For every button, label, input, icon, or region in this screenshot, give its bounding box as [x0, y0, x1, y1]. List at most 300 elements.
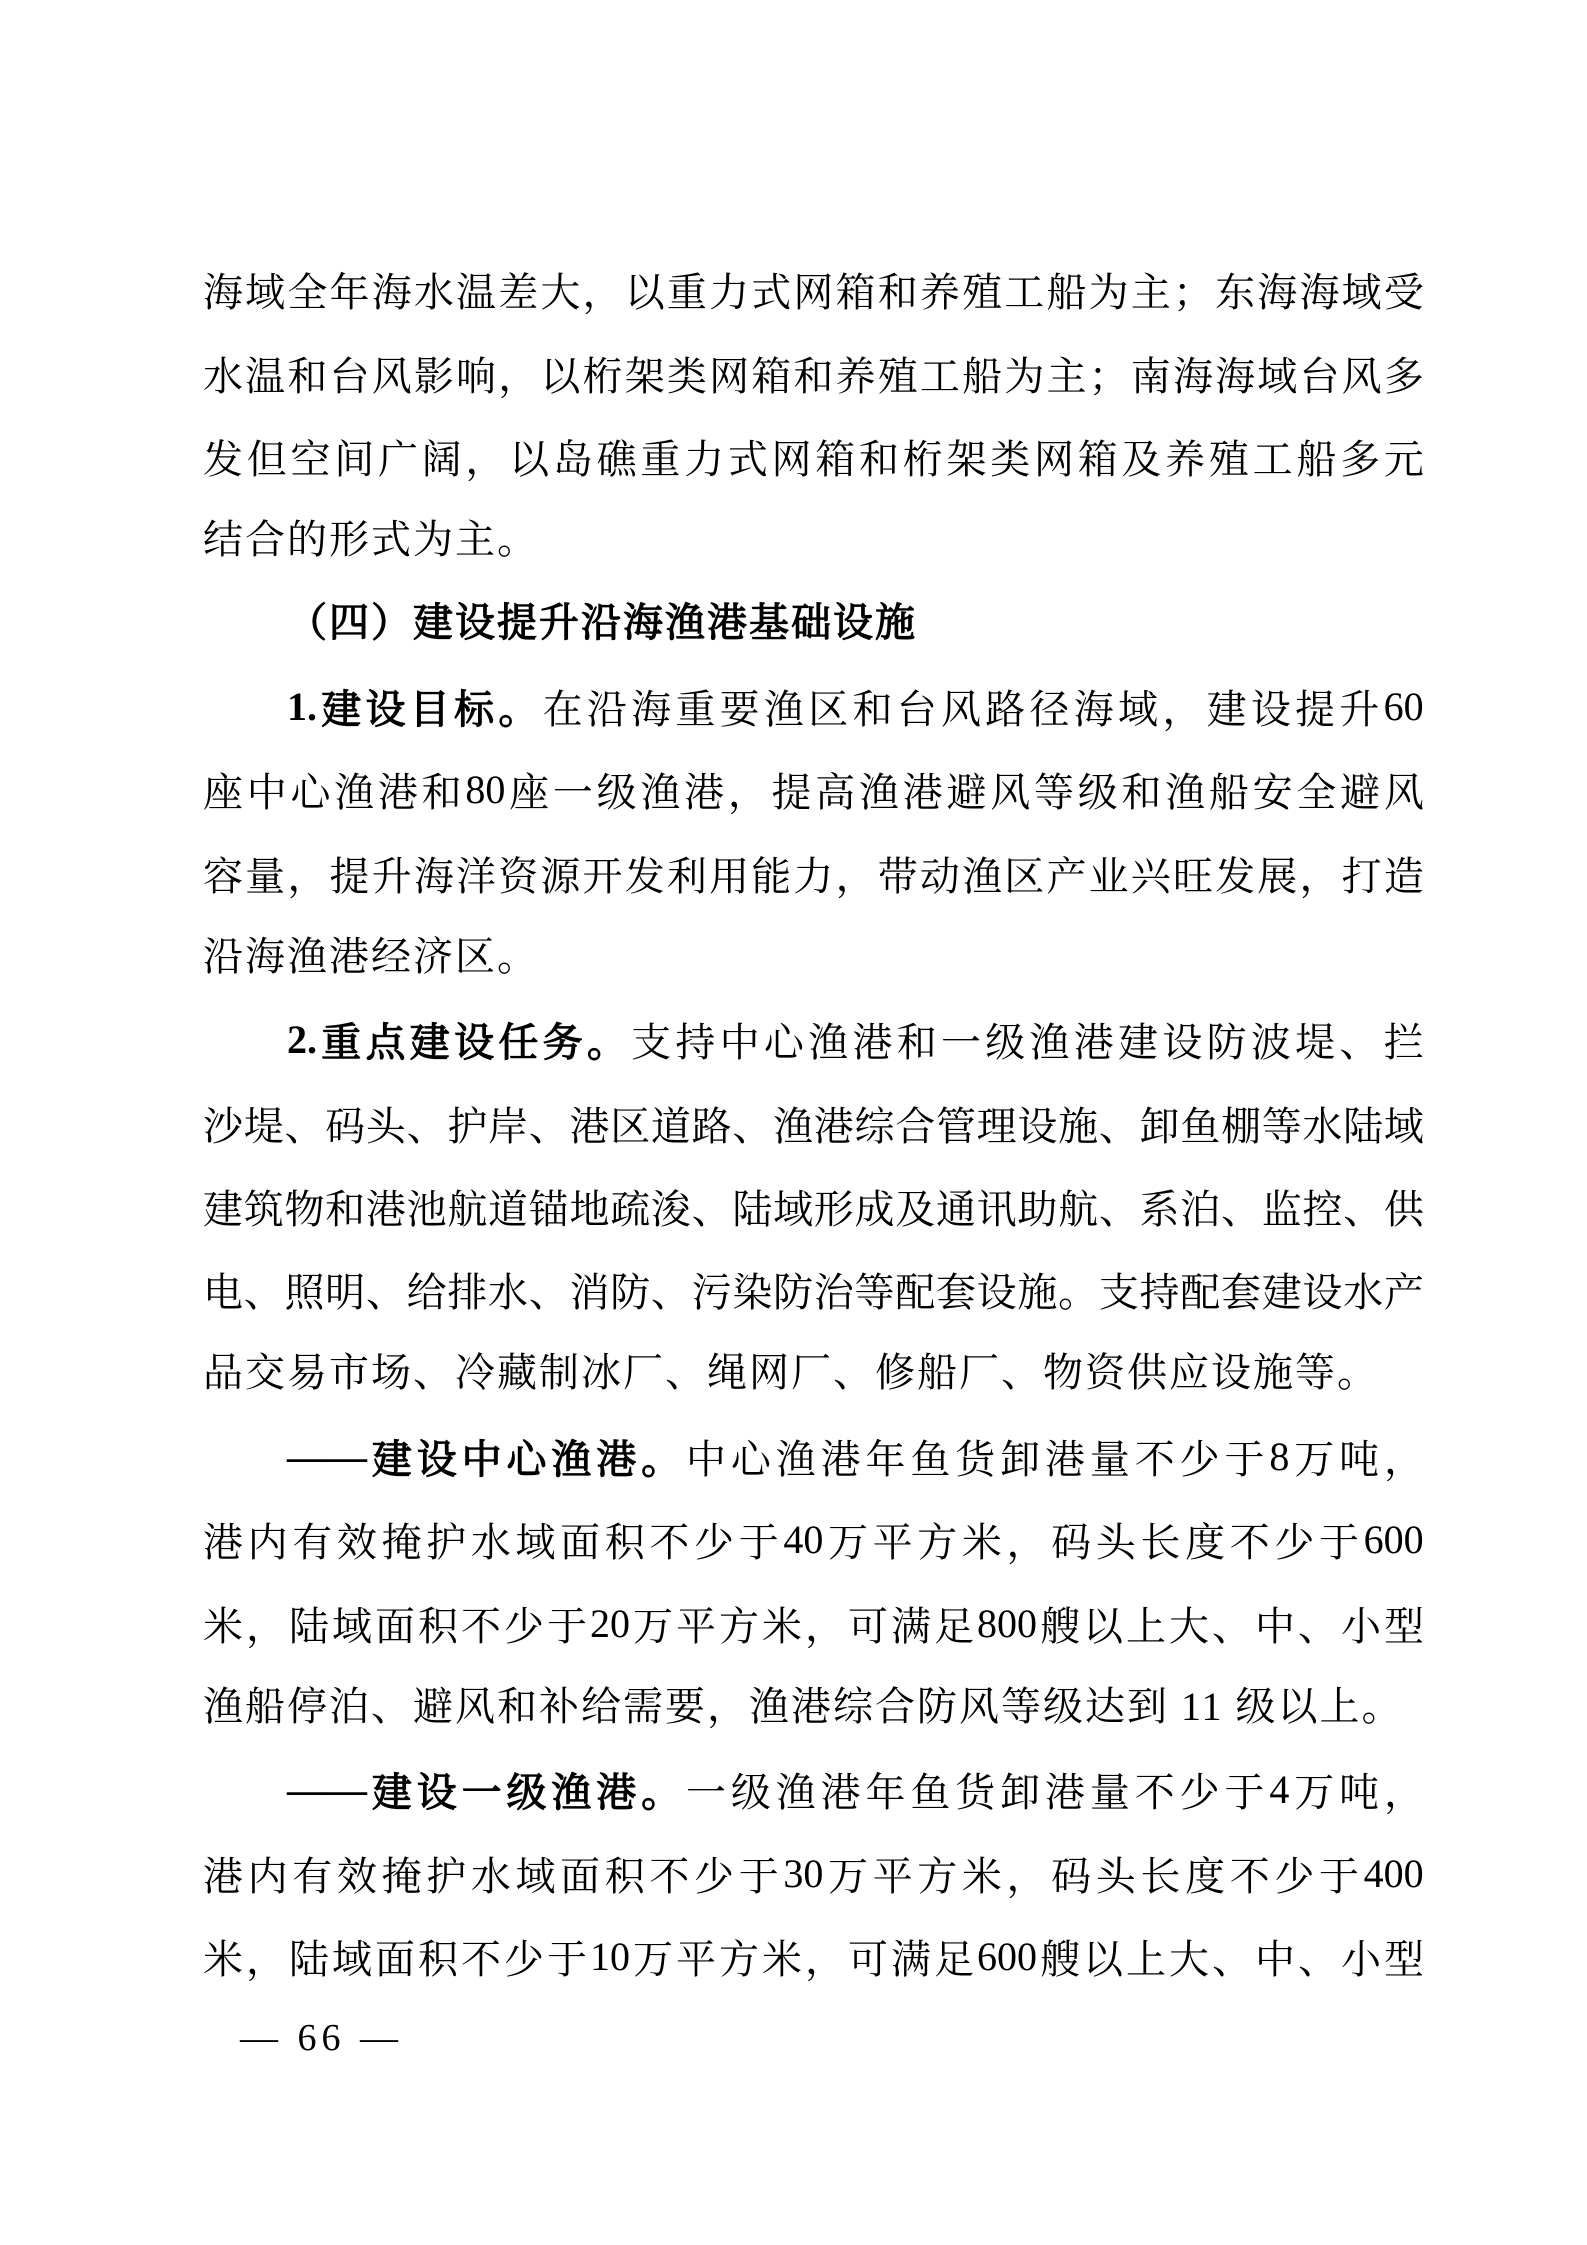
text-token: 业	[1088, 853, 1129, 899]
text-token: 阔	[421, 436, 462, 482]
text-token: ，	[287, 853, 328, 899]
text-token: 广	[377, 436, 418, 482]
text-line	[203, 581, 1424, 664]
text-token: 域	[515, 1853, 556, 1899]
text-token: 道	[488, 1186, 529, 1232]
text-line	[203, 1248, 1424, 1331]
text-token: ，	[805, 1603, 845, 1649]
text-token: 桁	[582, 353, 623, 399]
text-line	[203, 498, 1424, 581]
text-token: 锚	[528, 1186, 569, 1232]
text-token: 套	[935, 1270, 976, 1316]
text-token: 水	[1302, 1103, 1343, 1149]
text-line	[203, 665, 1424, 748]
text-token: 污	[691, 1270, 732, 1316]
text-token: 消	[569, 1270, 610, 1316]
text-token: 大	[540, 270, 581, 316]
text-token: 波	[1250, 1020, 1291, 1066]
text-token: 给	[406, 1270, 447, 1316]
text-token: 建	[321, 686, 362, 732]
text-token: 建	[1206, 686, 1247, 732]
text-token: 箱	[815, 436, 856, 482]
text-token: 成	[854, 1186, 895, 1232]
text-token: 网	[793, 270, 834, 316]
text-token: 以	[1083, 1937, 1123, 1983]
text-token: 展	[1257, 853, 1298, 899]
text-token: 上	[1126, 1937, 1166, 1983]
text-token: 建	[409, 1020, 450, 1066]
text-token: 沿	[586, 686, 627, 732]
text-token: 渔	[808, 1020, 849, 1066]
text-token: 船	[962, 353, 1003, 399]
text-token: 一	[461, 1770, 502, 1816]
text-token: 量	[1089, 1436, 1130, 1482]
text-segment: 沿海渔港经济区。	[203, 933, 539, 979]
text-token: 一	[552, 770, 593, 816]
text-token: 米	[961, 1520, 1002, 1566]
text-token: 1.	[287, 683, 317, 729]
text-token: 少	[1179, 1436, 1220, 1482]
text-token: 方	[719, 1603, 759, 1649]
text-token: 于	[1224, 1436, 1265, 1482]
text-token: 养	[835, 353, 876, 399]
text-token: 货	[955, 1770, 996, 1816]
text-token: 桁	[902, 436, 943, 482]
text-token: 平	[872, 1853, 913, 1899]
text-token: 港	[569, 1103, 610, 1149]
text-token: 标	[454, 686, 495, 732]
text-token: 、	[1343, 1186, 1384, 1232]
text-token: 30	[783, 1850, 824, 1896]
text-token: 上	[1126, 1603, 1166, 1649]
text-token: 满	[891, 1937, 931, 1983]
text-token: 多	[1383, 353, 1424, 399]
text-token: 排	[447, 1270, 488, 1316]
text-token: 渔	[551, 1436, 592, 1482]
text-token: 渔	[775, 1770, 816, 1816]
text-token: 及	[1121, 436, 1162, 482]
text-token: 路	[691, 1103, 732, 1149]
text-token: 足	[934, 1603, 974, 1649]
text-token: 产	[1383, 1270, 1424, 1316]
text-token: 米	[203, 1937, 243, 1983]
text-token: 海	[631, 686, 672, 732]
text-token: 不	[1134, 1436, 1175, 1482]
text-token: 避	[946, 770, 987, 816]
text-token: ；	[1172, 270, 1213, 316]
text-token: 港	[596, 1436, 637, 1482]
text-token: 万	[1294, 1436, 1335, 1482]
text-token: 于	[738, 1520, 779, 1566]
text-token: 水	[203, 353, 243, 399]
text-line	[203, 915, 1424, 998]
text-token: 港	[820, 1770, 861, 1816]
text-token: 少	[1274, 1520, 1315, 1566]
text-token: 和	[852, 686, 893, 732]
text-token: 沙	[203, 1103, 243, 1149]
text-token: 建	[1118, 1020, 1159, 1066]
text-token: 港	[365, 1186, 406, 1232]
text-token: 少	[1274, 1853, 1315, 1899]
text-token: 港	[902, 770, 943, 816]
text-token: 、	[1298, 1603, 1338, 1649]
text-token: 殖	[1208, 436, 1249, 482]
text-token: ，	[1162, 686, 1203, 732]
text-token: 于	[1319, 1853, 1360, 1899]
text-token: 施	[1017, 1270, 1058, 1316]
text-token: 海	[371, 270, 412, 316]
text-token: 面	[375, 1603, 415, 1649]
text-token: 等	[1033, 770, 1074, 816]
text-token: 10	[590, 1934, 630, 1980]
text-token: 积	[604, 1520, 645, 1566]
text-token: 、	[1339, 1020, 1380, 1066]
text-token: 港	[1045, 1770, 1085, 1816]
text-token: 头	[1095, 1520, 1136, 1566]
text-token: 水	[470, 1520, 511, 1566]
text-token: 渔	[763, 686, 804, 732]
text-token: 级	[985, 1020, 1026, 1066]
text-token: 设	[1302, 1270, 1343, 1316]
text-token: 。	[641, 1770, 682, 1816]
text-token: 80	[465, 767, 506, 813]
text-token: 万	[633, 1937, 673, 1983]
text-token: 级	[596, 770, 637, 816]
text-token: 、	[1220, 1186, 1261, 1232]
text-token: 设	[1250, 686, 1291, 732]
text-token: 持	[1139, 1270, 1180, 1316]
text-token: 于	[1224, 1770, 1265, 1816]
text-token: 万	[1294, 1770, 1335, 1816]
text-token: 内	[247, 1520, 288, 1566]
text-token: 在	[542, 686, 583, 732]
text-token: 。	[498, 686, 539, 732]
text-token: 箱	[751, 353, 792, 399]
text-segment: 渔船停泊、避风和补给需要，渔港综合防风等级达到 11 级以上。	[203, 1683, 1404, 1729]
text-token: 、	[1212, 1937, 1252, 1983]
text-token: 类	[990, 436, 1031, 482]
text-token: 全	[287, 270, 328, 316]
text-token: 网	[709, 353, 750, 399]
text-token: 护	[426, 1520, 467, 1566]
text-token: 、	[406, 1103, 447, 1149]
text-token: 港	[684, 770, 725, 816]
text-token: ，	[465, 436, 506, 482]
text-token: 以	[509, 436, 550, 482]
text-line	[203, 1665, 1424, 1748]
text-token: 度	[1185, 1520, 1226, 1566]
text-token: 道	[650, 1103, 691, 1149]
text-token: 筑	[243, 1186, 284, 1232]
text-token: 积	[418, 1603, 458, 1649]
text-token: ——	[287, 1767, 367, 1813]
text-token: 配	[895, 1270, 936, 1316]
text-token: 水	[1343, 1270, 1384, 1316]
text-token: 港	[1045, 1436, 1085, 1482]
text-token: 心	[290, 770, 331, 816]
text-token: ，	[1299, 853, 1340, 899]
text-token: 心	[730, 1436, 771, 1482]
text-token: 中	[461, 1436, 502, 1482]
text-token: 建	[1261, 1270, 1302, 1316]
page-number: — 66 —	[240, 2017, 403, 2059]
text-token: 照	[284, 1270, 325, 1316]
text-token: ——	[287, 1433, 367, 1479]
text-token: 通	[935, 1186, 976, 1232]
text-token: 。	[586, 1020, 627, 1066]
text-token: 吨	[1339, 1436, 1380, 1482]
text-token: 、	[1098, 1186, 1139, 1232]
text-token: ，	[498, 353, 539, 399]
text-token: 心	[763, 1020, 804, 1066]
text-token: 影	[413, 353, 454, 399]
text-token: 渔	[775, 1436, 816, 1482]
text-token: 不	[1229, 1520, 1270, 1566]
text-token: 主	[1046, 353, 1087, 399]
text-token: 20	[590, 1600, 630, 1646]
text-token: 东	[1215, 270, 1256, 316]
text-token: 海	[203, 270, 243, 316]
text-token: 升	[1339, 686, 1380, 732]
text-line	[203, 1415, 1424, 1498]
text-token: 以	[624, 270, 665, 316]
text-token: 可	[848, 1603, 888, 1649]
text-token: 大	[1169, 1603, 1209, 1649]
text-token: 护	[447, 1103, 488, 1149]
text-token: 地	[569, 1186, 610, 1232]
text-token: 方	[917, 1520, 958, 1566]
text-token: 主	[1130, 270, 1171, 316]
text-token: ，	[246, 1937, 286, 1983]
text-token: 设	[416, 1436, 457, 1482]
text-token: 重	[640, 436, 681, 482]
text-token: 区	[808, 686, 849, 732]
text-token: 和	[859, 436, 900, 482]
text-token: 发	[1215, 853, 1256, 899]
text-token: 建	[371, 1770, 412, 1816]
text-token: 。	[641, 1436, 682, 1482]
text-token: 发	[624, 853, 665, 899]
text-line	[203, 748, 1424, 831]
text-token: 养	[1165, 436, 1206, 482]
text-token: 陆	[1343, 1103, 1384, 1149]
text-token: 量	[245, 853, 286, 899]
text-token: 开	[582, 853, 623, 899]
text-token: 疏	[610, 1186, 651, 1232]
text-token: 为	[1088, 270, 1129, 316]
text-token: 8	[1269, 1433, 1290, 1479]
text-token: 卸	[1000, 1770, 1041, 1816]
text-token: 区	[610, 1103, 651, 1149]
text-token: 陆	[289, 1603, 329, 1649]
text-token: ，	[1006, 1853, 1047, 1899]
text-token: 设	[416, 1770, 457, 1816]
text-token: 和	[325, 1186, 366, 1232]
text-token: 设	[1162, 1020, 1203, 1066]
text-token: 平	[676, 1603, 716, 1649]
text-token: 陆	[732, 1186, 773, 1232]
text-token: 综	[854, 1103, 895, 1149]
text-token: 箱	[1077, 436, 1118, 482]
text-token: 不	[1134, 1770, 1175, 1816]
text-token: 、	[528, 1103, 569, 1149]
text-token: 式	[727, 436, 768, 482]
text-token: 容	[203, 853, 243, 899]
text-line	[203, 1331, 1424, 1414]
text-token: 海	[1172, 353, 1213, 399]
text-token: 港	[1073, 1020, 1114, 1066]
text-token: 台	[329, 353, 370, 399]
text-token: 礁	[596, 436, 637, 482]
text-token: 足	[934, 1937, 974, 1983]
text-token: 渔	[551, 1770, 592, 1816]
text-token: 殖	[962, 270, 1003, 316]
text-token: 洋	[456, 853, 497, 899]
text-token: 掩	[381, 1520, 422, 1566]
text-token: 旺	[1172, 853, 1213, 899]
text-token: 重	[666, 270, 707, 316]
text-token: 渔	[640, 770, 681, 816]
text-token: 支	[631, 1020, 672, 1066]
text-token: 受	[1383, 270, 1424, 316]
text-token: 码	[325, 1103, 366, 1149]
text-token: 安	[1252, 770, 1293, 816]
text-token: 以	[540, 353, 581, 399]
text-token: 资	[498, 853, 539, 899]
text-token: 不	[649, 1853, 690, 1899]
text-token: 域	[332, 1937, 372, 1983]
text-token: 万	[827, 1520, 868, 1566]
text-token: 避	[1340, 770, 1381, 816]
text-token: 域	[1118, 686, 1159, 732]
text-token: 供	[1383, 1186, 1424, 1232]
text-token: 港	[820, 1436, 861, 1482]
text-token: 等	[854, 1270, 895, 1316]
text-token: 年	[865, 1436, 906, 1482]
text-token: 40	[783, 1517, 824, 1563]
text-token: 少	[504, 1937, 544, 1983]
text-line	[203, 1915, 1424, 1998]
text-token: 和	[896, 1020, 937, 1066]
text-token: 套	[1220, 1270, 1261, 1316]
text-token: 航	[447, 1186, 488, 1232]
text-token: 要	[719, 686, 760, 732]
text-line	[203, 1498, 1424, 1581]
text-token: 带	[877, 853, 918, 899]
text-token: 效	[336, 1853, 377, 1899]
text-token: 一	[686, 1770, 726, 1816]
text-token: 网	[771, 436, 812, 482]
text-token: ，	[727, 770, 768, 816]
text-token: 路	[985, 686, 1026, 732]
text-token: 级	[506, 1770, 547, 1816]
text-token: 400	[1363, 1850, 1424, 1896]
text-token: 水	[413, 270, 454, 316]
text-token: 域	[1257, 353, 1298, 399]
text-token: 吨	[1339, 1770, 1380, 1816]
text-token: 工	[1252, 436, 1293, 482]
text-token: 2.	[287, 1017, 317, 1063]
text-token: 径	[1029, 686, 1070, 732]
text-token: 内	[247, 1853, 288, 1899]
text-token: 级	[1077, 770, 1118, 816]
text-token: 多	[1340, 436, 1381, 482]
text-token: 响	[456, 353, 497, 399]
text-token: 高	[815, 770, 856, 816]
text-token: 中	[246, 770, 287, 816]
text-token: ，	[582, 270, 623, 316]
text-token: 风	[990, 770, 1031, 816]
text-token: 座	[509, 770, 550, 816]
text-token: 长	[1140, 1520, 1181, 1566]
text-token: 讯	[976, 1186, 1017, 1232]
text-line	[203, 1081, 1424, 1164]
text-token: 类	[666, 353, 707, 399]
text-token: 形	[813, 1186, 854, 1232]
text-token: 少	[1179, 1770, 1220, 1816]
text-token: 港	[203, 1520, 243, 1566]
text-token: 持	[675, 1020, 716, 1066]
text-token: ，	[805, 1937, 845, 1983]
text-token: 及	[895, 1186, 936, 1232]
text-token: 港	[203, 1853, 243, 1899]
text-token: 、	[365, 1270, 406, 1316]
text-line	[203, 415, 1424, 498]
text-token: 积	[418, 1937, 458, 1983]
text-token: 域	[245, 270, 286, 316]
text-token: 拦	[1383, 1020, 1424, 1066]
text-token: 型	[1384, 1603, 1424, 1649]
text-token: 重	[675, 686, 716, 732]
text-token: 陆	[289, 1937, 329, 1983]
text-token: 架	[624, 353, 665, 399]
text-token: 提	[771, 770, 812, 816]
text-token: 水	[488, 1270, 529, 1316]
text-token: 发	[203, 436, 243, 482]
text-token: 和	[793, 353, 834, 399]
text-token: 为	[1004, 353, 1045, 399]
text-token: 渔	[1165, 770, 1206, 816]
text-token: 、	[284, 1103, 325, 1149]
text-token: 间	[334, 436, 375, 482]
text-token: 元	[1383, 436, 1424, 482]
text-segment: （四）建设提升沿海渔港基础设施	[287, 600, 917, 646]
text-token: 不	[461, 1603, 501, 1649]
text-token: 设	[454, 1020, 495, 1066]
text-token: 一	[940, 1020, 981, 1066]
text-token: ，	[1006, 1520, 1047, 1566]
text-token: 和	[1121, 770, 1162, 816]
text-segment: 品交易市场、冷藏制冰厂、绳网厂、修船厂、物资供应设施等。	[203, 1350, 1379, 1396]
text-token: 岸	[488, 1103, 529, 1149]
text-token: 、	[1212, 1603, 1252, 1649]
text-token: 池	[406, 1186, 447, 1232]
text-token: 堤	[1295, 1020, 1336, 1066]
text-line	[203, 248, 1424, 331]
text-token: 域	[515, 1520, 556, 1566]
text-token: 空	[290, 436, 331, 482]
text-token: 中	[686, 1436, 726, 1482]
text-token: 任	[498, 1020, 539, 1066]
text-token: 工	[919, 353, 960, 399]
text-token: 提	[329, 853, 370, 899]
text-token: 小	[1341, 1937, 1381, 1983]
text-token: 米	[961, 1853, 1002, 1899]
text-token: 能	[751, 853, 792, 899]
text-token: 方	[917, 1853, 958, 1899]
text-token: 中	[1255, 1603, 1295, 1649]
text-token: 式	[751, 270, 792, 316]
